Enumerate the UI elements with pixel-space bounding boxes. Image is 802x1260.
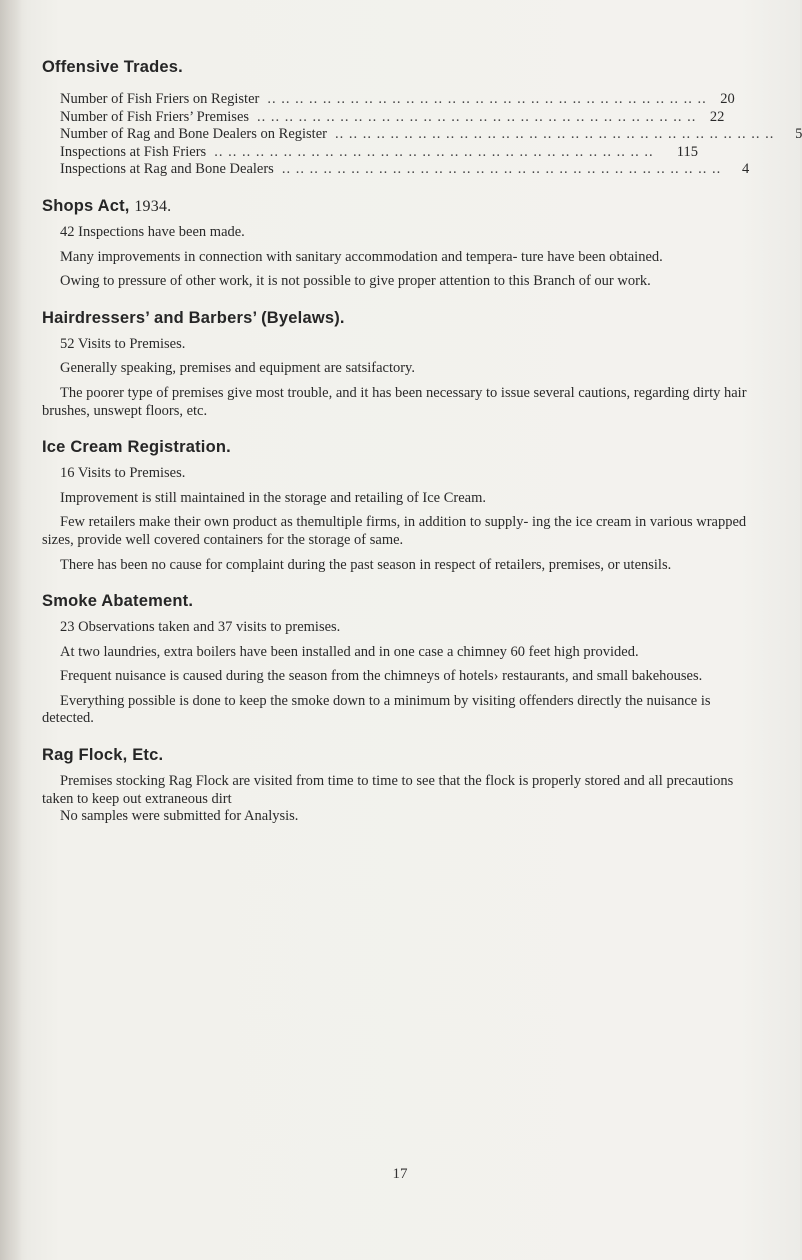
leader-dots: .. .. .. .. .. .. .. .. .. .. .. .. .. .. .. .. .. .. .. .. .. .. .. .. .. .. .. .. .. .. .. .. — [257, 108, 697, 125]
offensive-trades-table — [60, 91, 802, 179]
row-label: Inspections at Fish Friers — [60, 143, 207, 160]
row-value: 20 — [720, 91, 735, 107]
row-value: 4 — [741, 161, 750, 178]
paragraph: Improvement is still maintained in the storage and retailing of Ice Cream. — [60, 489, 487, 506]
row-value: 115 — [676, 143, 698, 160]
page-content — [42, 58, 802, 833]
row-value: 22 — [709, 108, 725, 125]
paragraph: There has been no cause for complaint during the past season in respect of retailers, premises, or utensils. — [60, 556, 672, 573]
paragraph: 16 Visits to Premises. — [60, 465, 186, 482]
paragraph: 23 Observations taken and 37 visits to premises. — [60, 619, 341, 636]
rag-flock-heading: Rag Flock, Etc. — [42, 746, 164, 765]
shops-act-year: 1934. — [134, 197, 172, 215]
offensive-trades-heading: Offensive Trades. — [42, 58, 183, 76]
row-label: Number of Fish Friers’ Premises — [60, 108, 250, 125]
table-row — [60, 91, 735, 109]
table-row — [60, 108, 725, 127]
paragraph: 42 Inspections have been made. — [60, 223, 245, 240]
table-row — [60, 144, 698, 162]
row-label: Inspections at Rag and Bone Dealers — [60, 161, 274, 178]
paragraph: 52 Visits to Premises. — [60, 335, 186, 352]
leader-dots: .. .. .. .. .. .. .. .. .. .. .. .. .. .. .. .. .. .. .. .. .. .. .. .. .. .. .. .. .. .. .. .. — [267, 91, 707, 107]
paragraph: No samples were submitted for Analysis. — [60, 808, 299, 825]
row-value: 5 — [795, 126, 802, 143]
table-row — [60, 126, 802, 144]
leader-dots: .. .. .. .. .. .. .. .. .. .. .. .. .. .. .. .. .. .. .. .. .. .. .. .. .. .. .. .. .. .. .. .. — [281, 161, 722, 178]
leader-dots: .. .. .. .. .. .. .. .. .. .. .. .. .. .. .. .. .. .. .. .. .. .. .. .. .. .. .. .. .. .. .. .. — [334, 126, 775, 143]
row-label: Number of Rag and Bone Dealers on Register — [60, 126, 327, 143]
table-row — [60, 161, 750, 179]
paragraph: Generally speaking, premises and equipment are satsifactory. — [60, 360, 415, 377]
paragraph: Owing to pressure of other work, it is not possible to give proper attention to this Branch of our work. — [60, 273, 651, 290]
smoke-abatement-heading: Smoke Abatement. — [42, 592, 194, 611]
shops-act-title: Shops Act, — [42, 196, 130, 215]
paragraph: The poorer type of premises give most trouble, and it has been necessary to issue several cautions, regarding dirty hair brushes, unswept floors, etc. — [42, 384, 747, 419]
row-label: Number of Fish Friers on Register — [60, 91, 260, 107]
page-number: 17 — [392, 1166, 408, 1182]
page-spine-shadow — [0, 0, 22, 1260]
paragraph: At two laundries, extra boilers have been installed and in one case a chimney 60 feet high provided. — [60, 643, 639, 660]
paragraph: Everything possible is done to keep the smoke down to a minimum by visiting offenders directly the nuisance is detected. — [42, 692, 711, 727]
paragraph: Few retailers make their own product as themultiple firms, in addition to supply- ing the ice cream in various wrapped sizes, provide well covered containers for the storage of same. — [42, 514, 747, 548]
paragraph: Many improvements in connection with sanitary accommodation and tempera- ture have been obtained. — [60, 248, 663, 265]
leader-dots: .. .. .. .. .. .. .. .. .. .. .. .. .. .. .. .. .. .. .. .. .. .. .. .. .. .. .. .. .. .. .. .. — [214, 143, 654, 160]
paragraph: Premises stocking Rag Flock are visited from time to time to see that the flock is properly stored and all precautions taken to keep out extraneous dirt — [42, 773, 734, 807]
shops-act-heading — [42, 197, 762, 216]
hairdressers-heading: Hairdressers’ and Barbers’ (Byelaws). — [42, 308, 345, 327]
paragraph: Frequent nuisance is caused during the season from the chimneys of hotels› restaurants, and small bakehouses. — [60, 668, 703, 685]
ice-cream-heading: Ice Cream Registration. — [42, 438, 231, 457]
